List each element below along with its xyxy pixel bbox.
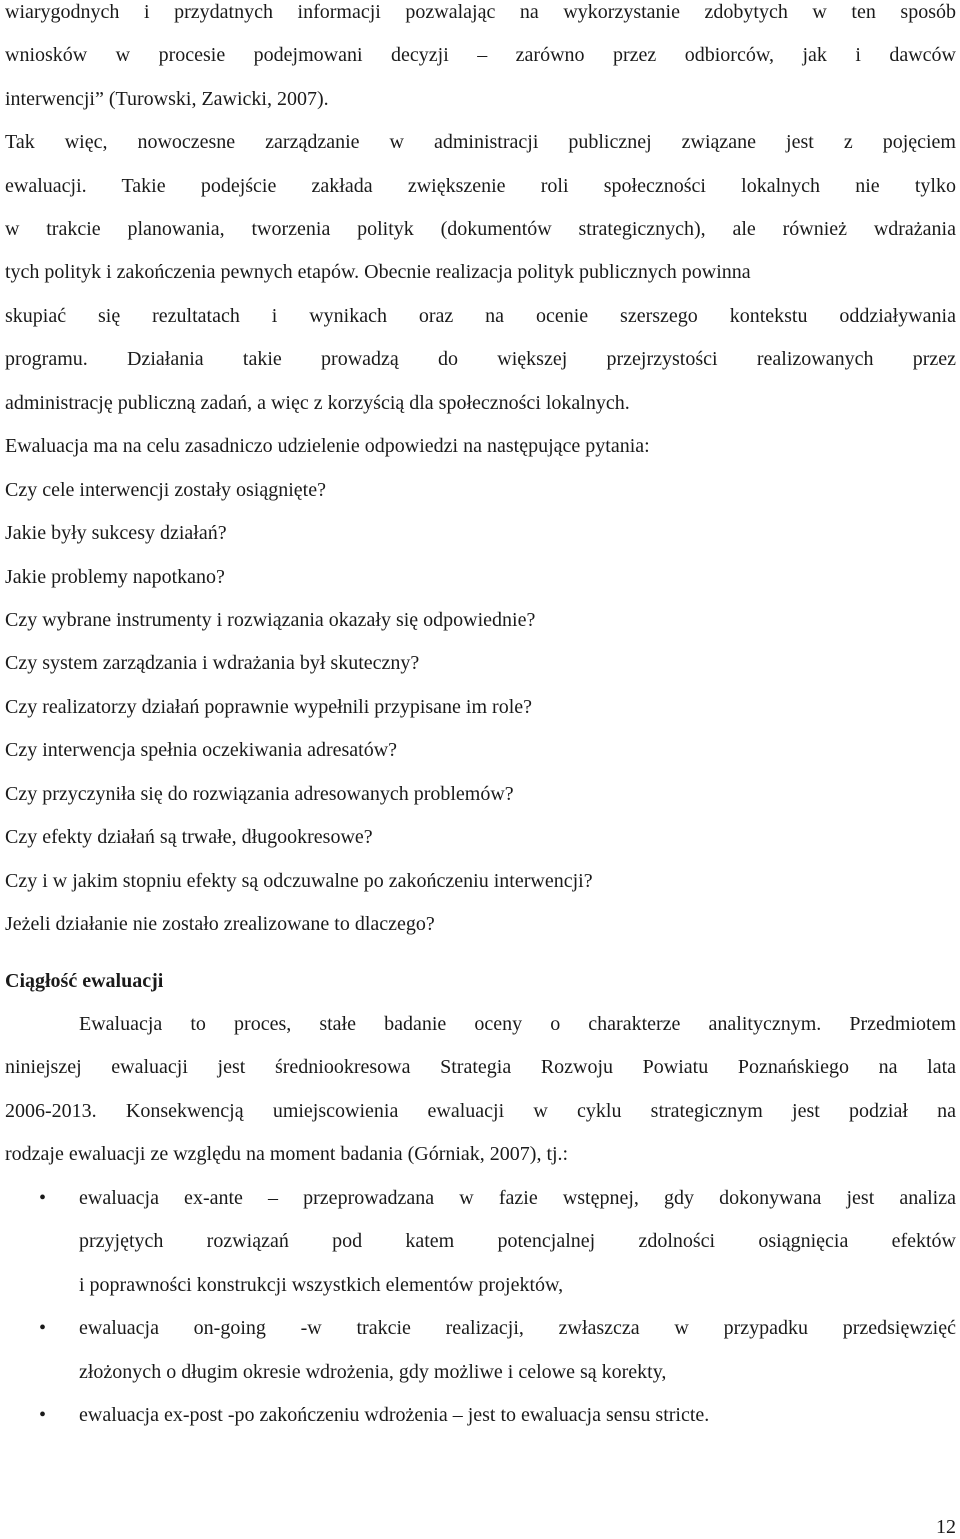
paragraph-line: wiarygodnych i przydatnych informacji pozwalając na wykorzystanie zdobytych w ten sposób [5,1,956,23]
bullet-line: złożonych o długim okresie wdrożenia, gdy możliwe i celowe są korekty, [79,1361,667,1383]
bullet-line: ewaluacja ex-post -po zakończeniu wdrożenia – jest to ewaluacja sensu stricte. [79,1404,710,1426]
bullet-line: ewaluacja on-going -w trakcie realizacji, zwłaszcza w przypadku przedsięwzięć [79,1317,956,1339]
paragraph-line: w trakcie planowania, tworzenia polityk (dokumentów strategicznych), ale również wdrażania [5,218,956,240]
bullet-marker: • [39,1187,47,1209]
section-heading: Ciągłość ewaluacji [5,970,164,992]
paragraph-line: rodzaje ewaluacji ze względu na moment badania (Górniak, 2007), tj.: [5,1143,569,1165]
paragraph-line: programu. Działania takie prowadzą do większej przejrzystości realizowanych przez [5,348,956,370]
page-number: 12 [936,1516,956,1538]
question-item: Czy cele interwencji zostały osiągnięte? [5,479,326,501]
question-item: Czy system zarządzania i wdrażania był skuteczny? [5,652,420,674]
paragraph-line: niniejszej ewaluacji jest średniookresowa Strategia Rozwoju Powiatu Poznańskiego na lata [5,1056,956,1078]
bullet-line: przyjętych rozwiązań pod katem potencjalnej zdolności osiągnięcia efektów [79,1230,956,1252]
paragraph-line: administrację publiczną zadań, a więc z korzyścią dla społeczności lokalnych. [5,392,630,414]
question-item: Czy realizatorzy działań poprawnie wypełnili przypisane im role? [5,696,533,718]
question-item: Czy interwencja spełnia oczekiwania adresatów? [5,739,398,761]
bullet-marker: • [39,1404,47,1426]
question-item: Czy efekty działań są trwałe, długookresowe? [5,826,373,848]
bullet-line: ewaluacja ex-ante – przeprowadzana w fazie wstępnej, gdy dokonywana jest analiza [79,1187,956,1209]
bullet-line: i poprawności konstrukcji wszystkich elementów projektów, [79,1274,564,1296]
paragraph-line: Tak więc, nowoczesne zarządzanie w administracji publicznej związane jest z pojęciem [5,131,956,153]
question-item: Czy przyczyniła się do rozwiązania adresowanych problemów? [5,783,514,805]
questions-intro: Ewaluacja ma na celu zasadniczo udzielenie odpowiedzi na następujące pytania: [5,435,650,457]
paragraph-line: 2006-2013. Konsekwencją umiejscowienia ewaluacji w cyklu strategicznym jest podział na [5,1100,956,1122]
paragraph-line: wniosków w procesie podejmowani decyzji – zarówno przez odbiorców, jak i dawców [5,44,956,66]
bullet-marker: • [39,1317,47,1339]
paragraph-line: Ewaluacja to proces, stałe badanie oceny o charakterze analitycznym. Przedmiotem [79,1013,956,1035]
question-item: Czy i w jakim stopniu efekty są odczuwalne po zakończeniu interwencji? [5,870,593,892]
question-item: Czy wybrane instrumenty i rozwiązania okazały się odpowiednie? [5,609,536,631]
paragraph-line: ewaluacji. Takie podejście zakłada zwiększenie roli społeczności lokalnych nie tylko [5,175,956,197]
paragraph-line: skupiać się rezultatach i wynikach oraz na ocenie szerszego kontekstu oddziaływania [5,305,956,327]
question-item: Jakie były sukcesy działań? [5,522,227,544]
paragraph-line: tych polityk i zakończenia pewnych etapów. Obecnie realizacja polityk publicznych powinna [5,261,751,283]
paragraph-line: interwencji” (Turowski, Zawicki, 2007). [5,88,329,110]
question-item: Jeżeli działanie nie zostało zrealizowane to dlaczego? [5,913,435,935]
question-item: Jakie problemy napotkano? [5,566,225,588]
